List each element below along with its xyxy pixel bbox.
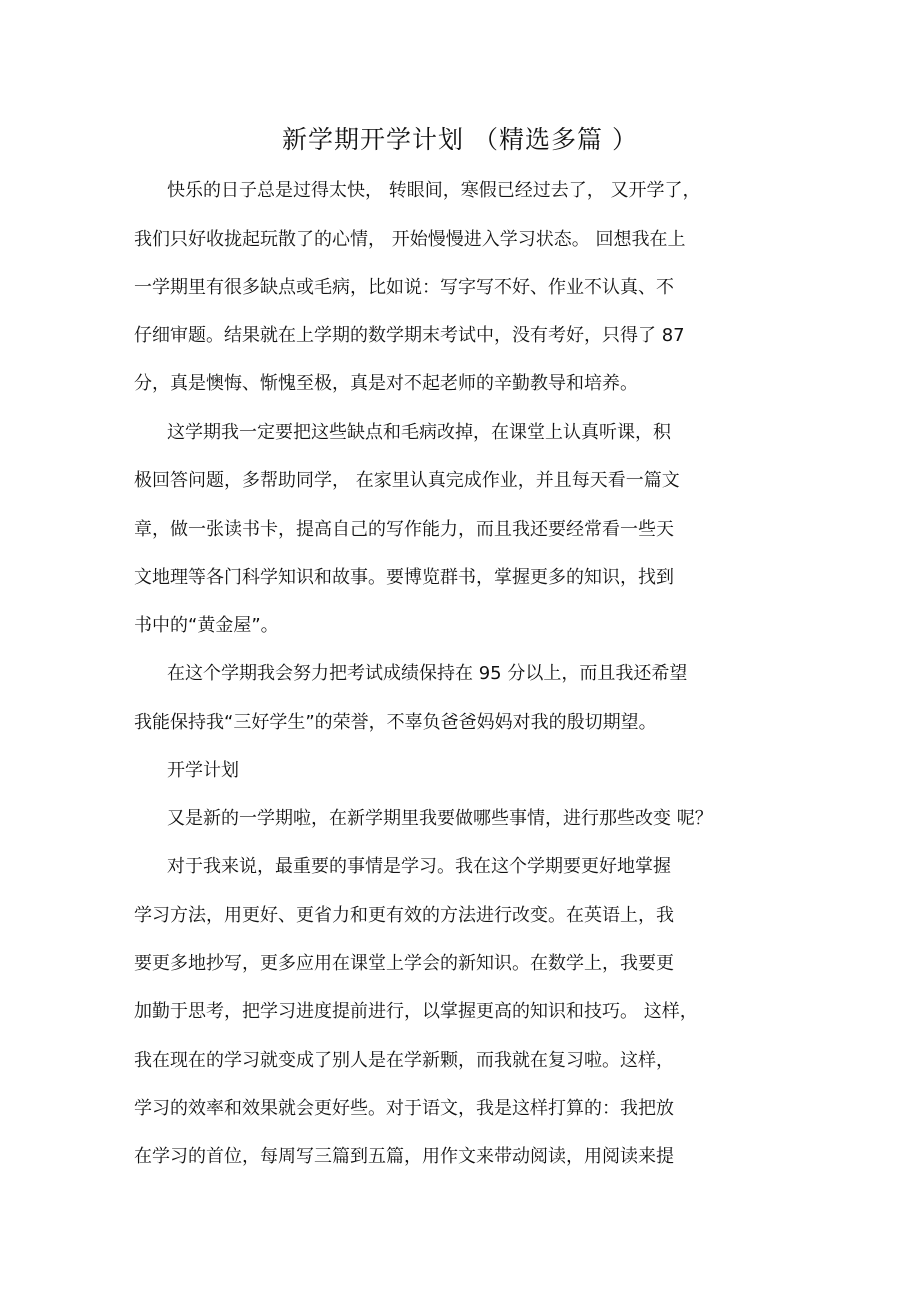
text-line: 我能保持我“三好学生”的荣誉，不辜负爸爸妈妈对我的殷切期望。	[134, 712, 657, 733]
text-line: 加勤于思考，把学习进度提前进行，以掌握更高的知识和技巧。 这样，	[134, 1001, 698, 1022]
text-line: 书中的“黄金屋”。	[134, 615, 279, 636]
text-line: 我在现在的学习就变成了别人是在学新颗，而我就在复习啦。这样，	[134, 1050, 674, 1071]
text-line: 快乐的日子总是过得太快， 转眼间，寒假已经过去了， 又开学了，	[167, 180, 701, 201]
text-line: 这学期我一定要把这些缺点和毛病改掉，在课堂上认真听课，积	[167, 422, 671, 443]
text-line: 学习的效率和效果就会更好些。对于语文，我是这样打算的：我把放	[134, 1098, 674, 1119]
text-line: 仔细审题。结果就在上学期的数学期末考试中，没有考好，只得了 87	[134, 325, 685, 346]
text-line: 在这个学期我会努力把考试成绩保持在 95 分以上，而且我还希望	[167, 663, 688, 684]
text-line: 在学习的首位，每周写三篇到五篇，用作文来带动阅读，用阅读来提	[134, 1146, 674, 1167]
section-heading: 开学计划	[167, 760, 239, 781]
text-line: 要更多地抄写，更多应用在课堂上学会的新知识。在数学上，我要更	[134, 953, 674, 974]
text-line: 章，做一张读书卡，提高自己的写作能力，而且我还要经常看一些天	[134, 519, 674, 540]
text-line: 学习方法，用更好、更省力和更有效的方法进行改变。在英语上，我	[134, 905, 674, 926]
text-line: 极回答问题，多帮助同学， 在家里认真完成作业，并且每天看一篇文	[134, 470, 680, 491]
text-line: 分，真是懊悔、惭愧至极，真是对不起老师的辛勤教导和培养。	[134, 373, 638, 394]
text-line: 文地理等各门科学知识和故事。要博览群书，掌握更多的知识，找到	[134, 567, 674, 588]
text-line: 一学期里有很多缺点或毛病，比如说：写字写不好、作业不认真、不	[134, 277, 674, 298]
text-line: 我们只好收拢起玩散了的心情， 开始慢慢进入学习状态。 回想我在上	[134, 229, 686, 250]
document-title: 新学期开学计划 （精选多篇 ）	[282, 125, 638, 154]
text-line: 又是新的一学期啦，在新学期里我要做哪些事情，进行那些改变 呢？	[167, 808, 713, 829]
text-line: 对于我来说，最重要的事情是学习。我在这个学期要更好地掌握	[167, 856, 671, 877]
